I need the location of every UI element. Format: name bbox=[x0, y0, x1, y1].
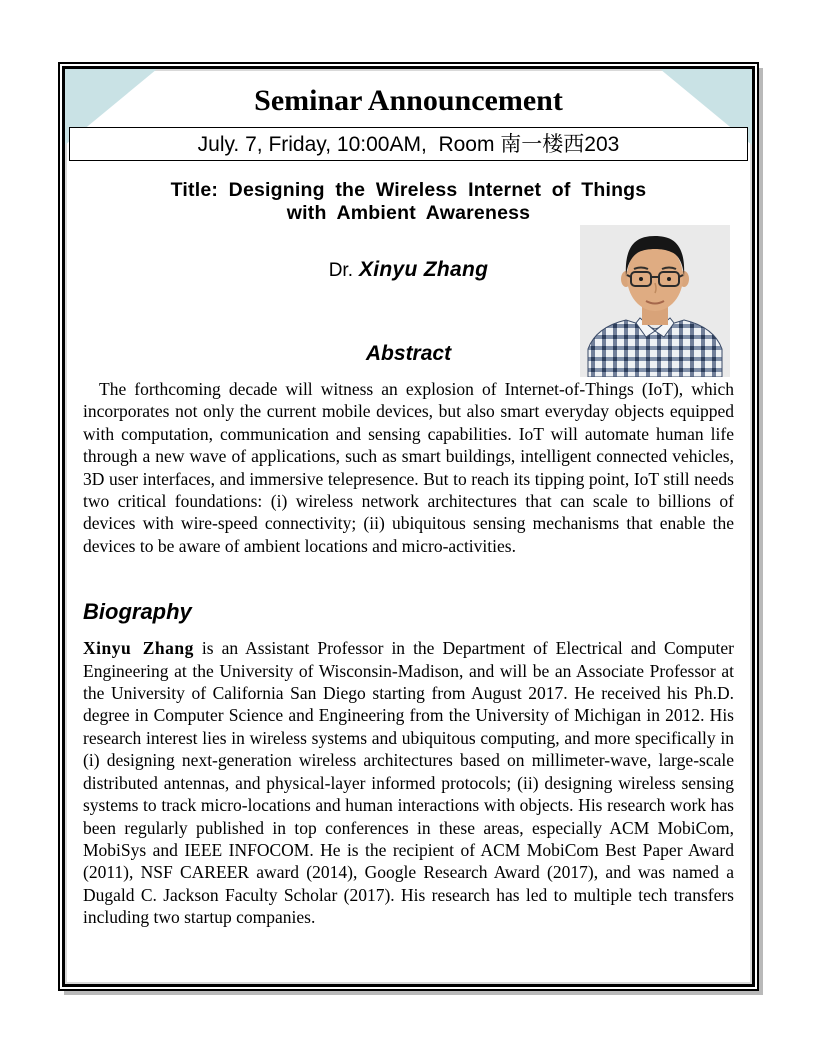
announcement-content bbox=[65, 69, 752, 984]
portrait-illustration bbox=[580, 225, 730, 377]
biography-body-text: is an Assistant Professor in the Department of Electrical and Computer Engineering at the University of Wisconsin-Madison, and will be an Associate Professor at the University of California San Diego starting from August 2017. He received his Ph.D. degree in Computer Science and Engineering from the University of Michigan in 2012. His research interest lies in wireless systems and ubiquitous computing, and more specifically in (i) designing next-generation wireless architectures based on millimeter-wave, large-scale distributed antennas, and physical-layer informed protocols; (ii) designing wireless sensing systems to track micro-locations and human interactions with objects. His research work has been regularly published in top conferences in these areas, especially ACM MobiCom, MobiSys and IEEE INFOCOM. He is the recipient of ACM MobiCom Best Paper Award (2011), NSF CAREER award (2014), Google Research Award (2017), and was named a Dugald C. Jackson Faculty Scholar (2017). His research has led to multiple tech transfers including two startup companies. bbox=[83, 638, 735, 928]
seminar-title bbox=[65, 179, 752, 225]
speaker-name: Xinyu Zhang bbox=[358, 258, 489, 281]
seminar-title-line2: with Ambient Awareness bbox=[286, 202, 531, 224]
seminar-title-line1: Title: Designing the Wireless Internet of Things bbox=[170, 179, 647, 201]
page-title: Seminar Announcement bbox=[254, 84, 563, 117]
speaker-prefix: Dr. bbox=[328, 260, 353, 281]
biography-heading: Biography bbox=[83, 599, 192, 625]
announcement-frame bbox=[58, 62, 759, 991]
abstract-heading: Abstract bbox=[365, 342, 452, 365]
announcement-frame-inner-border bbox=[62, 66, 755, 987]
biography-paragraph bbox=[83, 637, 734, 928]
date-room-box bbox=[69, 127, 748, 161]
speaker-photo bbox=[580, 225, 730, 377]
abstract-paragraph: The forthcoming decade will witness an explosion of Internet-of-Things (IoT), which incorporates not only the current mobile devices, but also smart everyday objects equipped with computation, communication and sensing capabilities. IoT will automate human life through a new wave of applications, such as smart buildings, intelligent connected vehicles, 3D user interfaces, and immersive telepresence. But to reach its tipping point, IoT still needs two critical foundations: (i) wireless network architectures that can scale to billions of devices with wire-speed connectivity; (ii) ubiquitous sensing mechanisms that enable the devices to be aware of ambient locations and micro-activities. bbox=[83, 379, 734, 556]
date-room-text: July. 7, Friday, 10:00AM, Room 南一楼西203 bbox=[197, 133, 620, 156]
biography-speaker-name: Xinyu Zhang bbox=[83, 638, 194, 659]
